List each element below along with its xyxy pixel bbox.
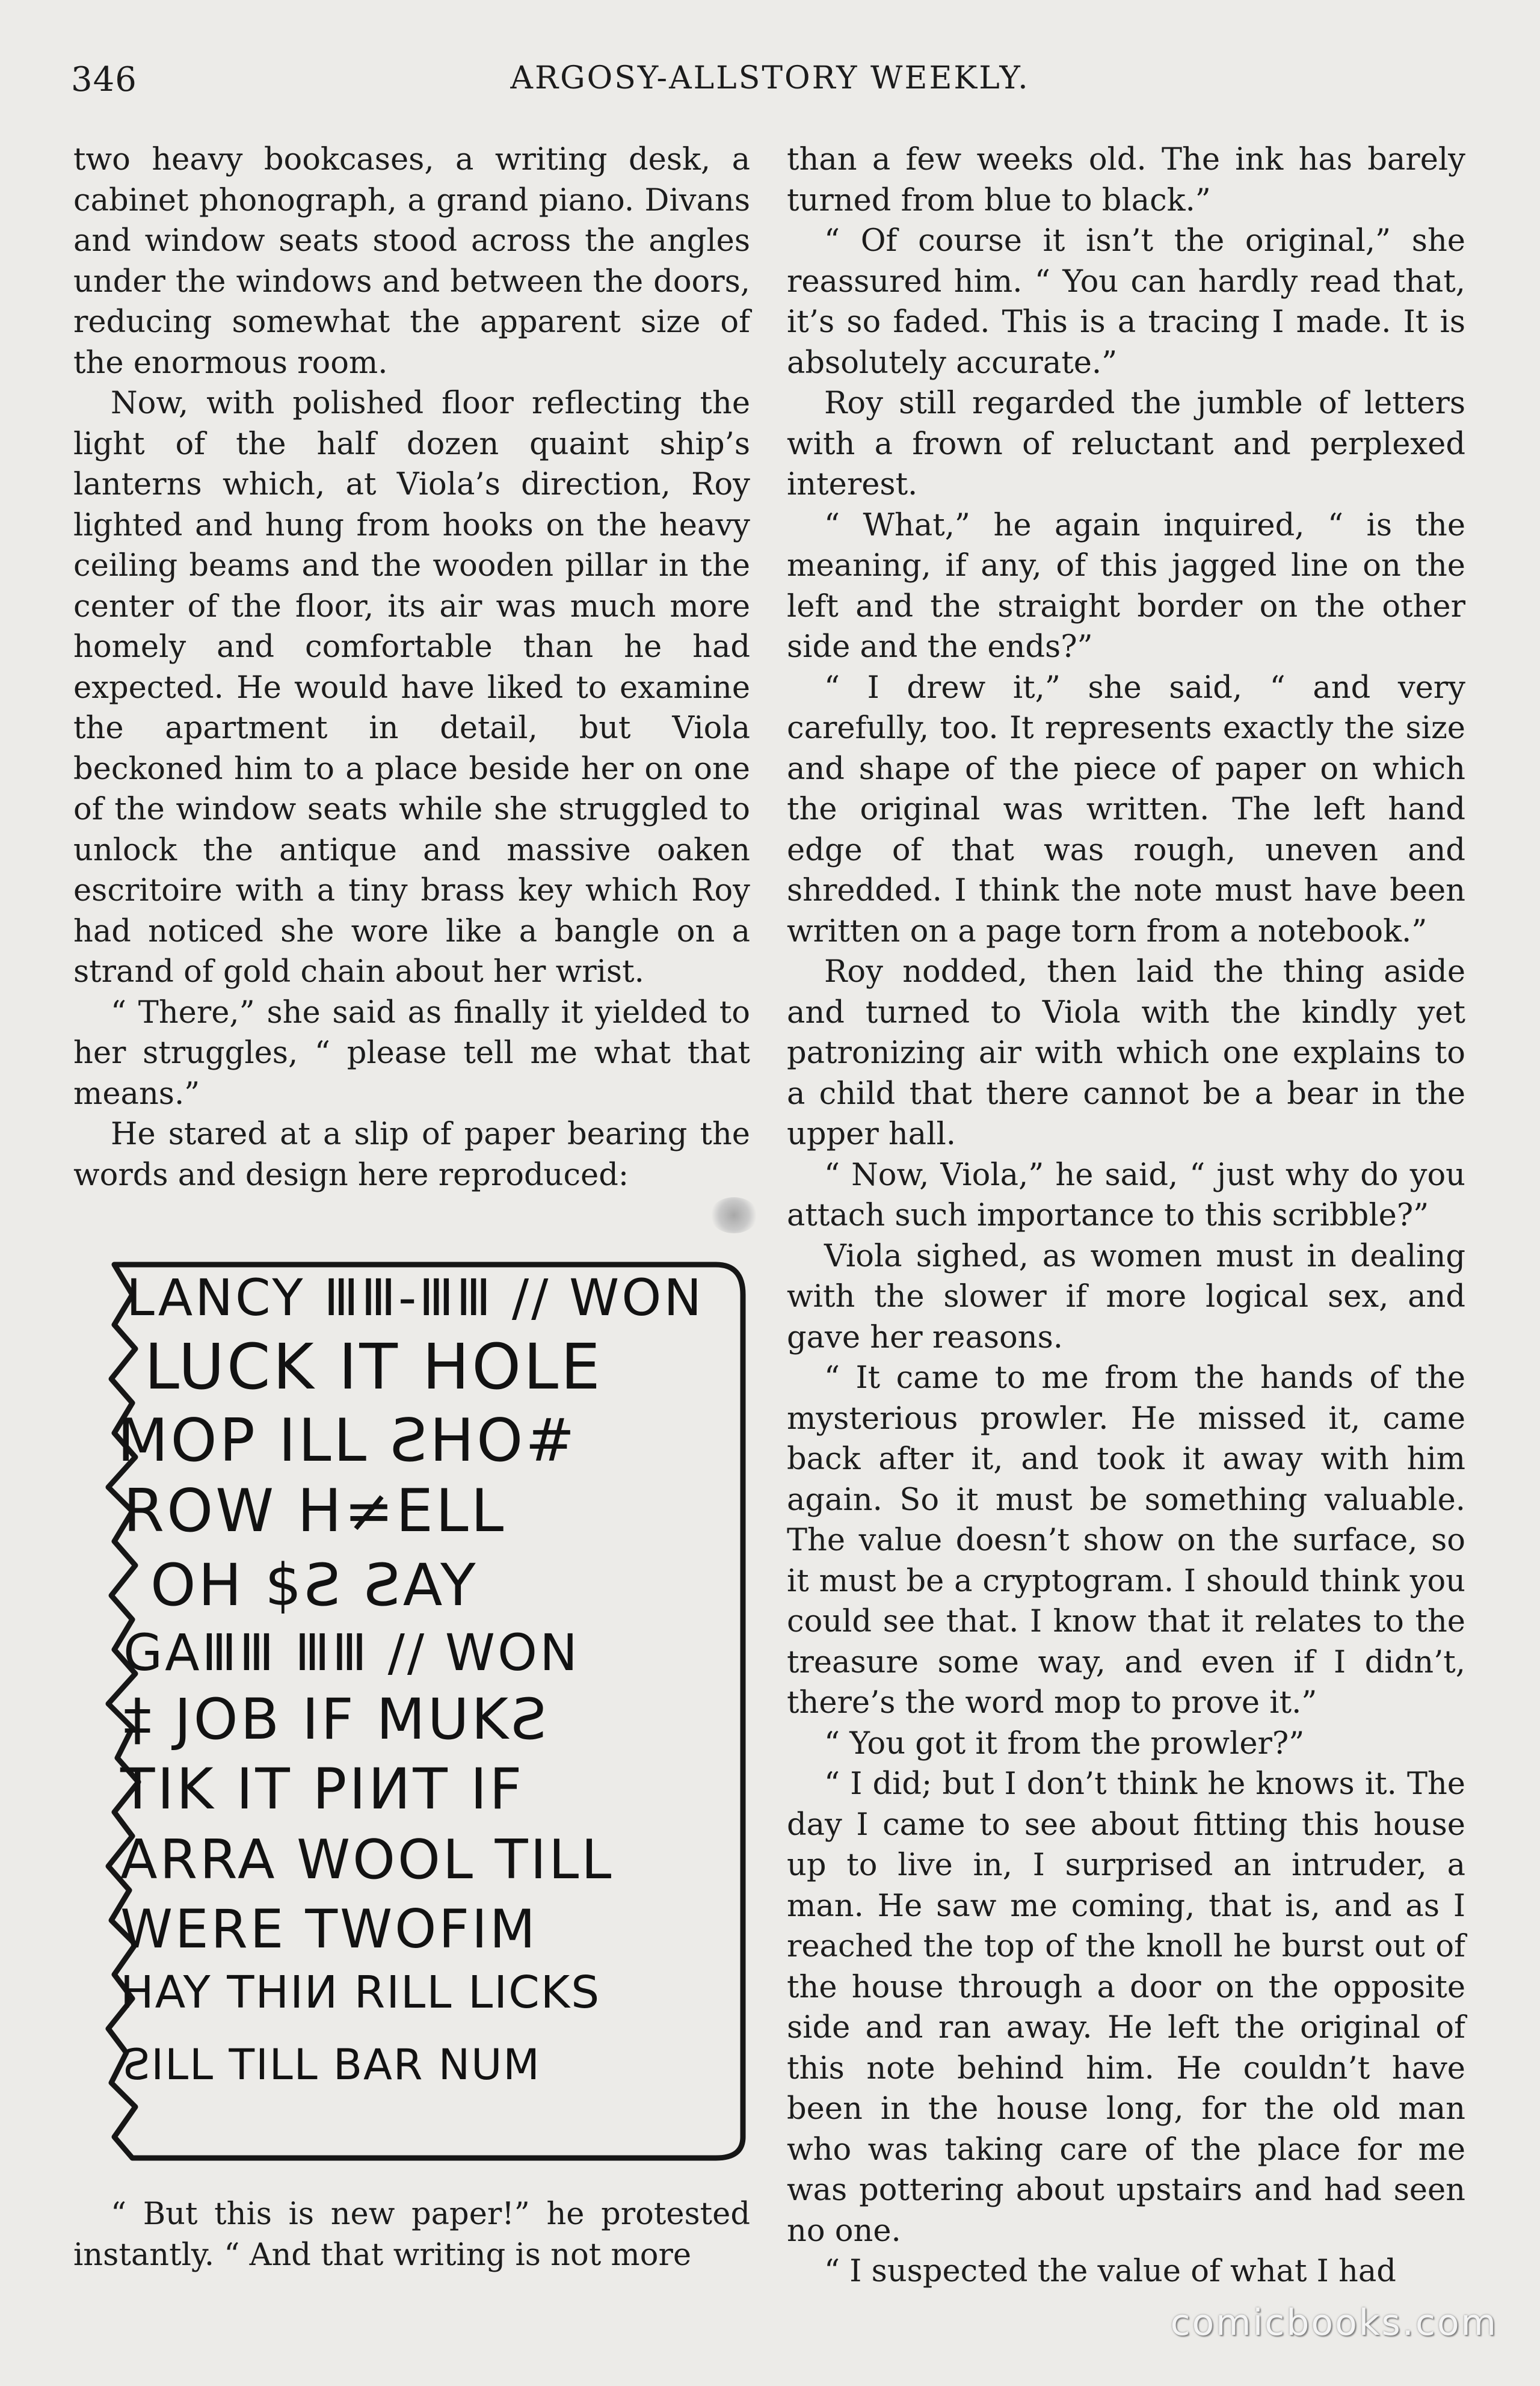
note-line: TIK IT PIИT IF [120,1757,525,1822]
note-line: HAY THIИ RILL LICKS [120,1967,601,2018]
note-line: LUCK IT HOLE [144,1330,603,1404]
paragraph: Now, with polished floor reflecting the light of the half dozen quaint ship’s lanterns which, at Viola’s direction, Roy lighted and hung from hooks on the heavy ceiling beams and the wooden pillar in the center of the floor, its air was much more homely and comfortable than he had expected. He would have liked to examine the apartment in detail, but Viola beckoned him to a place beside her on one of the window seats while she struggled to unlock the antique and massive oaken escritoire with a tiny brass key which Roy had noticed she wore like a bangle on a strand of gold chain about her wrist. [73,386,750,990]
paragraph: “ I suspected the value of what I had [824,2254,1396,2289]
paragraph: Roy still regarded the jumble of letters with a frown of reluctant and perplexed interest. [787,386,1465,502]
paragraph: “ I drew it,” she said, “ and very carefully, too. It represents exactly the size and shape of the piece of paper on which the original was written. The left hand edge of that was rough, uneven and shredded. I think the note must have been written on a page torn from a notebook.” [787,670,1465,949]
paragraph: “ You got it from the prowler?” [824,1725,1305,1762]
note-line: OH $Ƨ ƧAY [150,1552,478,1619]
paragraph: than a few weeks old. The ink has barely turned from blue to black.” [787,142,1465,218]
note-line: WERE TWOFIM [120,1898,538,1960]
paragraph: “ Now, Viola,” he said, “ just why do you attach such importance to this scribble?” [787,1157,1465,1233]
right-column [787,140,1465,2317]
note-line: GAⅢⅢ ⅢⅢ // WON [123,1623,580,1682]
paragraph: Roy nodded, then laid the thing aside and turned to Viola with the kindly yet patronizing air with which one explains to a child that there cannot be a bear in the upper hall. [787,954,1465,1152]
site-watermark: comicbooks.com [1170,2302,1498,2344]
paragraph: “ What,” he again inquired, “ is the meaning, if any, of this jagged line on the left and the straight border on the other side and the ends?” [787,507,1465,665]
paragraph: Viola sighed, as women must in dealing with the slower if more logical sex, and gave her reasons. [787,1238,1465,1355]
note-line: ƧILL TILL BAR NUM [123,2040,541,2089]
note-line: ROW H≠ELL [123,1477,507,1546]
note-line: MOP ILL ƧHO# [117,1407,578,1475]
cryptogram-note-figure [90,1253,748,2167]
note-line: LANCY ⅢⅢ-ⅢⅢ // WON [126,1268,704,1327]
note-line: ARRA WOOL TILL [120,1828,614,1891]
page-number: 346 [71,60,137,99]
paragraph: “ But this is new paper!” he protested instantly. “ And that writing is not more [73,2196,750,2273]
running-title: ARGOSY-ALLSTORY WEEKLY. [510,60,1030,96]
paragraph: “ Of course it isn’t the original,” she reassured him. “ You can hardly read that, it’s so faded. This is a tracing I made. It is absolutely accurate.” [787,223,1465,381]
paragraph: He stared at a slip of paper bearing the words and design here reproduced: [73,1117,750,1193]
page-header [71,60,1469,108]
paragraph: “ There,” she said as finally it yielded to her struggles, “ please tell me what that means.” [73,994,750,1112]
paragraph: “ It came to me from the hands of the mysterious prowler. He missed it, came back after it, and took it away with him again. So it must be something valuable. The value doesn’t show on the surface, so it must be a cryptogram. I should think you could see that. I know that it relates to the treasure some way, and even if I didn’t, there’s the word mop to prove it.” [787,1360,1465,1721]
ink-smudge [710,1197,758,1233]
paragraph: “ I did; but I don’t think he knows it. The day I came to see about fitting this house up to live in, I surprised an intruder, a man. He saw me coming, that is, and as I reached the top of the knoll he burst out of the house through a door on the opposite side and ran away. He left the original of this note behind him. He couldn’t have been in the house long, for the old man who was taking care of the place for me was pottering about upstairs and had seen no one. [787,1766,1465,2249]
left-column [73,140,750,2317]
paragraph: two heavy bookcases, a writing desk, a cabinet phonograph, a grand piano. Divans and window seats stood across the angles under the windows and between the doors, reducing somewhat the apparent size of the enormous room. [73,142,750,381]
note-line: ‡ JOB IF MUKƧ [123,1687,549,1753]
